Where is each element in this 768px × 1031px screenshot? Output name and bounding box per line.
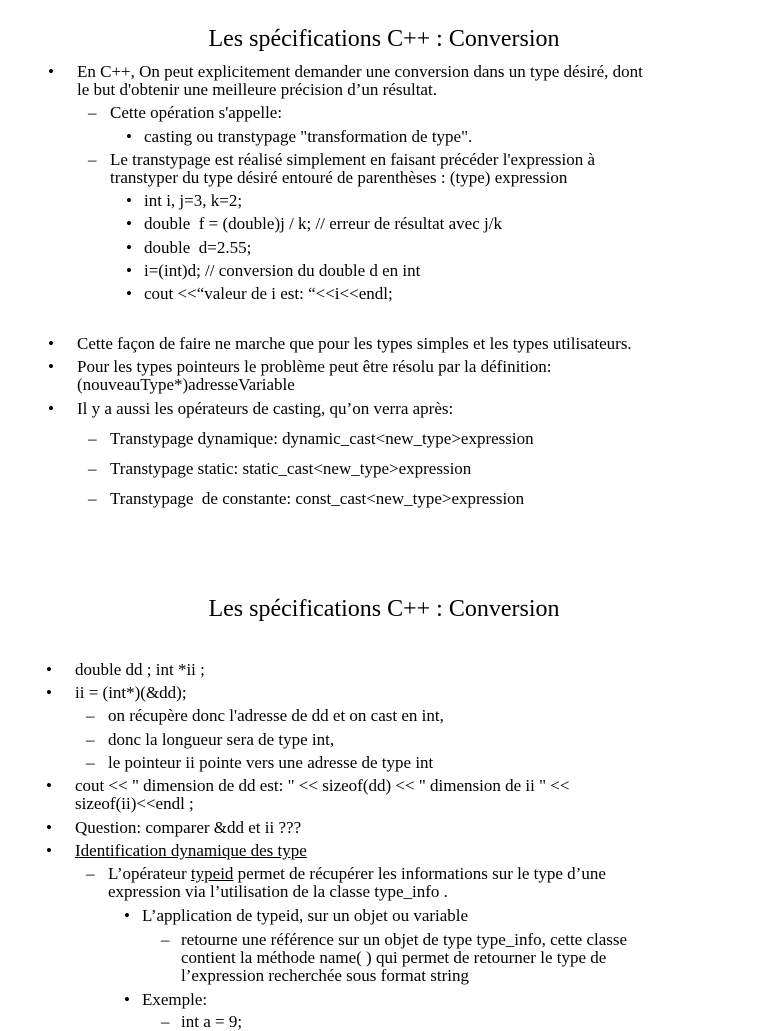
- dash-mark: –: [161, 1012, 170, 1031]
- dash-text: Cette opération s'appelle:: [110, 103, 283, 122]
- typeid-intro: L’opérateur: [108, 864, 191, 883]
- bullet-text: Question: comparer &dd et ii ???: [75, 818, 302, 837]
- dash-text-line-1: [108, 865, 606, 883]
- bullet-dot: •: [46, 660, 52, 679]
- slide-2-title: Les spécifications C++ : Conversion: [208, 596, 560, 622]
- dash-text-line-2: expression via l’utilisation de la classe type_info .: [108, 882, 448, 901]
- dash-text-line-2: contient la méthode name( ) qui permet de retourner le type de: [181, 948, 607, 967]
- bullet-text-line-1: cout << " dimension de dd est: " << sizeof(dd) << " dimension de ii " <<: [75, 776, 570, 795]
- bullet-text-underlined: Identification dynamique des type: [75, 841, 307, 860]
- dash-text: Transtypage de constante: const_cast<new_type>expression: [110, 489, 525, 508]
- bullet-dot: •: [126, 284, 132, 303]
- dash-text: le pointeur ii pointe vers une adresse de type int: [108, 753, 434, 772]
- bullet-text-line-2: sizeof(ii)<<endl ;: [75, 794, 194, 813]
- dash-text: on récupère donc l'adresse de dd et on cast en int,: [108, 706, 444, 725]
- dash-mark: –: [88, 489, 97, 508]
- bullet-text-line-2: le but d'obtenir une meilleure précision d’un résultat.: [77, 80, 437, 99]
- bullet-dot: •: [48, 399, 54, 418]
- typeid-keyword: typeid: [190, 864, 234, 883]
- bullet-dot: •: [126, 191, 132, 210]
- dash-text: Transtypage static: static_cast<new_type>expression: [110, 459, 472, 478]
- bullet-dot: •: [126, 261, 132, 280]
- bullet-text: ii = (int*)(&dd);: [75, 683, 187, 702]
- dash-text: int a = 9;: [181, 1012, 243, 1031]
- sub-bullet-text: casting ou transtypage "transformation de type".: [144, 127, 473, 146]
- bullet-dot: •: [48, 62, 54, 81]
- dash-text-line-2: transtyper du type désiré entouré de parenthèses : (type) expression: [110, 168, 568, 187]
- bullet-text-line-1: En C++, On peut explicitement demander une conversion dans un type désiré, dont: [77, 62, 643, 81]
- dash-text: donc la longueur sera de type int,: [108, 730, 335, 749]
- bullet-dot: •: [124, 990, 130, 1009]
- sub-bullet-text: Exemple:: [142, 990, 208, 1009]
- dash-text-line-3: l’expression recherchée sous format string: [181, 966, 469, 985]
- sub-bullet-text: L’application de typeid, sur un objet ou variable: [142, 906, 469, 925]
- bullet-dot: •: [126, 238, 132, 257]
- bullet-dot: •: [46, 818, 52, 837]
- bullet-dot: •: [126, 214, 132, 233]
- bullet-text-line-2: (nouveauType*)adresseVariable: [77, 375, 295, 394]
- bullet-dot: •: [46, 776, 52, 795]
- code-text: double f = (double)j / k; // erreur de résultat avec j/k: [144, 214, 502, 233]
- dash-text: Transtypage dynamique: dynamic_cast<new_type>expression: [110, 429, 534, 448]
- dash-mark: –: [86, 706, 95, 725]
- bullet-text: Il y a aussi les opérateurs de casting, qu’on verra après:: [77, 399, 454, 418]
- dash-mark: –: [88, 459, 97, 478]
- dash-mark: –: [86, 864, 95, 883]
- dash-mark: –: [86, 730, 95, 749]
- bullet-dot: •: [48, 357, 54, 376]
- bullet-text: Cette façon de faire ne marche que pour les types simples et les types utilisateurs.: [77, 334, 632, 353]
- dash-mark: –: [88, 429, 97, 448]
- dash-mark: –: [88, 103, 97, 122]
- dash-mark: –: [161, 930, 170, 949]
- bullet-dot: •: [46, 683, 52, 702]
- code-text: cout <<“valeur de i est: “<<i<<endl;: [144, 284, 393, 303]
- bullet-dot: •: [48, 334, 54, 353]
- dash-mark: –: [88, 150, 97, 169]
- bullet-dot: •: [46, 841, 52, 860]
- bullet-text: double dd ; int *ii ;: [75, 660, 205, 679]
- typeid-rest: permet de récupérer les informations sur le type d’une: [233, 864, 606, 883]
- code-text: int i, j=3, k=2;: [144, 191, 243, 210]
- code-text: double d=2.55;: [144, 238, 252, 257]
- dash-text-line-1: Le transtypage est réalisé simplement en faisant précéder l'expression à: [110, 150, 596, 169]
- code-text: i=(int)d; // conversion du double d en int: [144, 261, 421, 280]
- bullet-text-line-1: Pour les types pointeurs le problème peut être résolu par la définition:: [77, 357, 552, 376]
- slide-1-title: Les spécifications C++ : Conversion: [208, 26, 560, 52]
- bullet-dot: •: [126, 127, 132, 146]
- bullet-dot: •: [124, 906, 130, 925]
- dash-text-line-1: retourne une référence sur un objet de type type_info, cette classe: [181, 930, 628, 949]
- dash-mark: –: [86, 753, 95, 772]
